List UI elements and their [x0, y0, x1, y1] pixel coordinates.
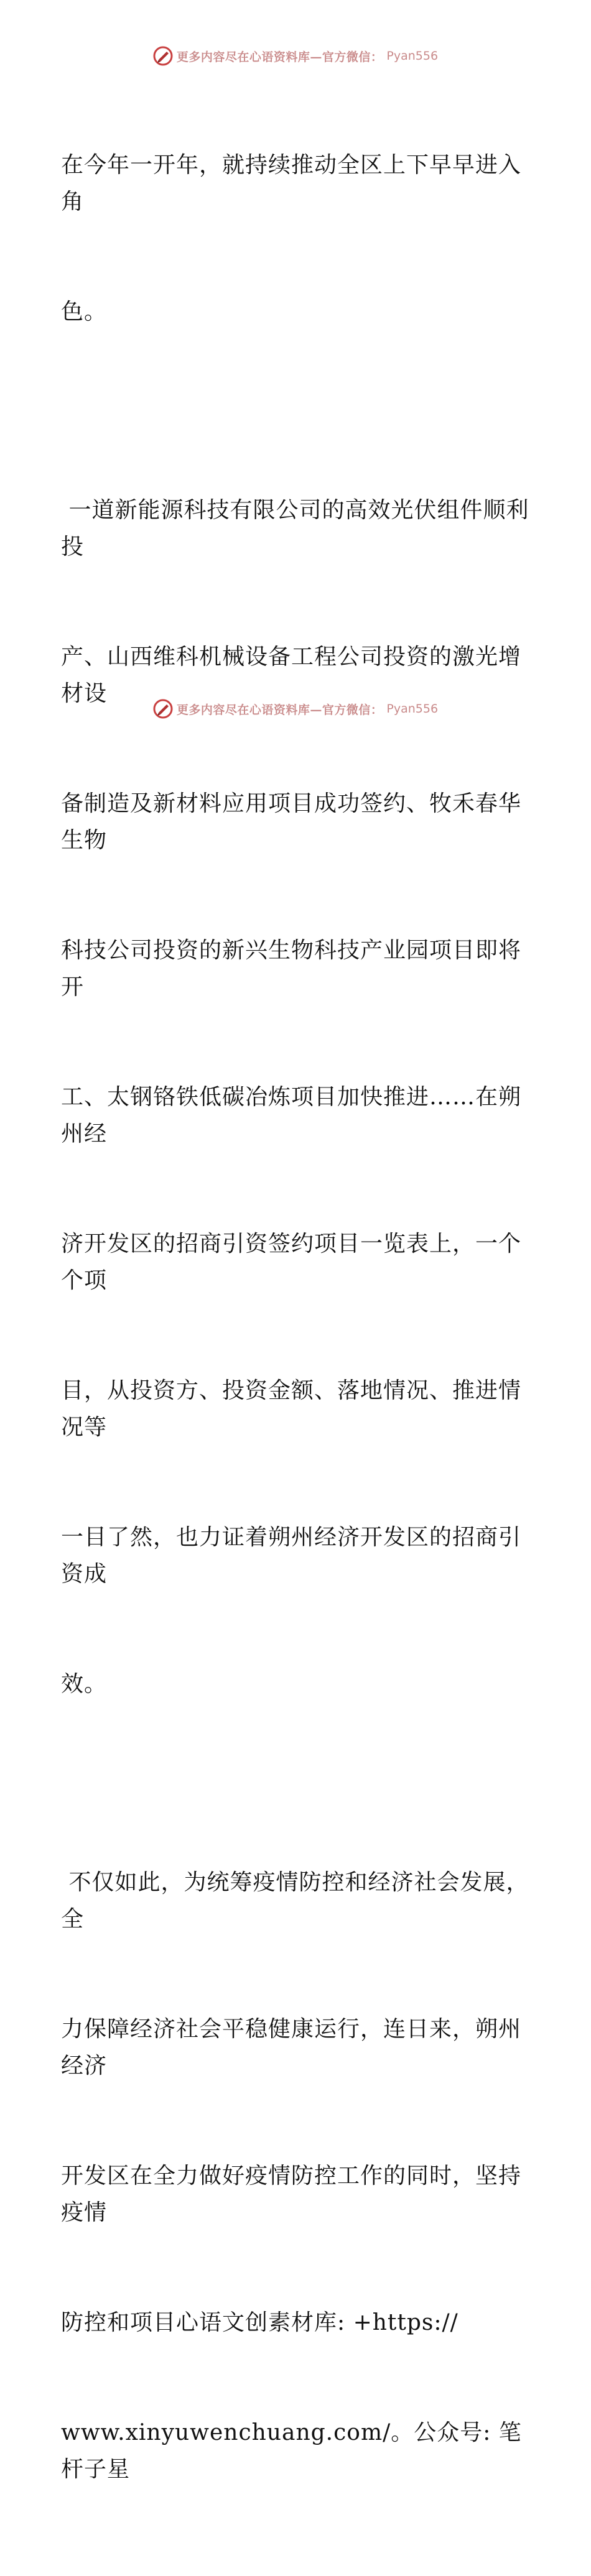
brand-logo-icon [153, 46, 173, 66]
footer-banner [0, 696, 591, 721]
text-line: 力保障经济社会平稳健康运行，连日来，朔州经济 [61, 2016, 522, 2079]
banner-text: 更多内容尽在心语资料库—官方微信： [176, 50, 383, 64]
text-line: 工、太钢铬铁低碳冶炼项目加快推进……在朔州经 [61, 1084, 522, 1147]
text-line: 备制造及新材料应用项目成功签约、牧禾春华生物 [61, 791, 522, 853]
paragraph [61, 1791, 534, 2561]
text-line: 济开发区的招商引资签约项目一览表上，一个个项 [61, 1231, 522, 1293]
text-line: 色。 [61, 299, 108, 325]
text-line: 产、山西维科机械设备工程公司投资的激光增材设 [61, 644, 522, 706]
text-line: 不仅如此，为统筹疫情防控和经济社会发展，全 [61, 1870, 529, 1932]
text-line: 在今年一开年，就持续推动全区上下早早进入角 [61, 152, 522, 215]
brand-logo-icon [153, 699, 173, 719]
text-line: 科技公司投资的新兴生物科技产业园项目即将开 [61, 938, 522, 1000]
url-line[interactable]: www.xinyuwenchuang.com/。公众号: 笔杆子星 [61, 2420, 522, 2482]
wechat-id: Pyan556 [386, 702, 439, 716]
text-line: 开发区在全力做好疫情防控工作的同时，坚持疫情 [61, 2163, 522, 2225]
banner-text: 更多内容尽在心语资料库—官方微信： [176, 703, 383, 717]
paragraph [61, 418, 534, 1776]
text-line: 目，从投资方、投资金额、落地情况、推进情况等 [61, 1378, 522, 1440]
text-line: 一目了然，也力证着朔州经济开发区的招商引资成 [61, 1525, 522, 1587]
text-line: 防控和项目心语文创素材库: +https:// [61, 2310, 458, 2335]
header-banner [0, 44, 591, 68]
text-line: 效。 [61, 1671, 108, 1697]
paragraph [61, 73, 534, 404]
text-line: 一道新能源科技有限公司的高效光伏组件顺利投 [61, 497, 529, 560]
article-body [61, 73, 534, 2576]
wechat-id: Pyan556 [386, 49, 439, 63]
